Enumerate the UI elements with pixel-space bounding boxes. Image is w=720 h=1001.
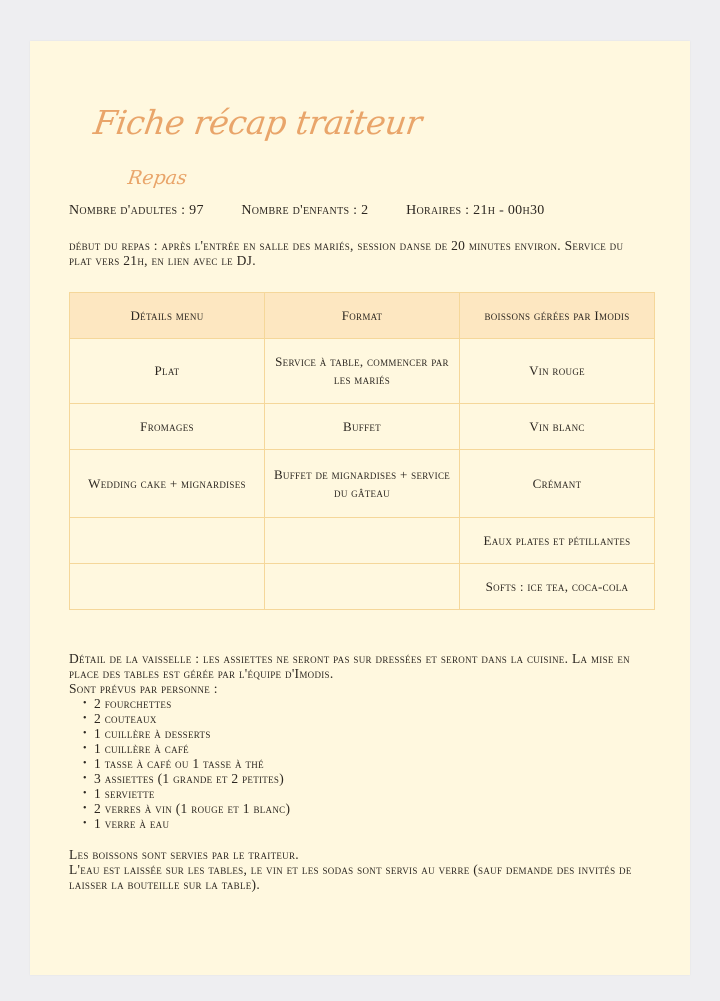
- list-item: • 2 fourchettes: [94, 696, 659, 711]
- table-cell: Wedding cake + mignardises: [70, 450, 265, 518]
- document-page: [30, 41, 690, 975]
- tableware-list: [69, 696, 659, 831]
- table-row: [70, 518, 655, 564]
- drinks-line-1: Les boissons sont servies par le traiteur.: [69, 847, 299, 862]
- table-cell: Buffet de mignardises + service du gâteau: [265, 450, 460, 518]
- table-cell: Fromages: [70, 404, 265, 450]
- table-cell: Vin rouge: [460, 339, 655, 404]
- list-item: • 1 cuillère à desserts: [94, 726, 659, 741]
- table-cell: [70, 518, 265, 564]
- list-item: • 1 cuillère à café: [94, 741, 659, 756]
- table-header-row: [70, 293, 655, 339]
- tableware-intro: Détail de la vaisselle : les assiettes ne seront pas sur dressées et seront dans la cuisine. La mise en place des tables est gérée par l'équipe d'Imodis.: [69, 651, 630, 681]
- table-cell: Buffet: [265, 404, 460, 450]
- list-item: • 1 serviette: [94, 786, 659, 801]
- table-row: [70, 339, 655, 404]
- section-subtitle: Repas: [126, 167, 189, 189]
- table-cell: Eaux plates et pétillantes: [460, 518, 655, 564]
- tableware-section: [69, 651, 659, 831]
- list-item: • 3 assiettes (1 grande et 2 petites): [94, 771, 659, 786]
- adults-count: Nombre d'adultes : 97: [69, 203, 204, 218]
- table-cell: [265, 564, 460, 610]
- list-item: • 1 verre à eau: [94, 816, 659, 831]
- tableware-per-person: Sont prévus par personne :: [69, 681, 218, 696]
- list-item: • 1 tasse à café ou 1 tasse à thé: [94, 756, 659, 771]
- list-item: • 2 couteaux: [94, 711, 659, 726]
- table-cell: Service à table, commencer par les mariés: [265, 339, 460, 404]
- table-cell: [70, 564, 265, 610]
- table-cell: Plat: [70, 339, 265, 404]
- table-row: [70, 404, 655, 450]
- table-header-cell: Détails menu: [70, 293, 265, 339]
- drinks-section: [69, 847, 659, 892]
- drinks-line-2: L'eau est laissée sur les tables, le vin et les sodas sont servis au verre (sauf demande des invités de laisser la bouteille sur la table).: [69, 862, 632, 892]
- list-item: • 2 verres à vin (1 rouge et 1 blanc): [94, 801, 659, 816]
- schedule: Horaires : 21h - 00h30: [406, 203, 545, 218]
- children-count: Nombre d'enfants : 2: [241, 203, 369, 218]
- table-cell: Crémant: [460, 450, 655, 518]
- guest-stats: [69, 203, 545, 219]
- table-row: [70, 564, 655, 610]
- table-row: [70, 450, 655, 518]
- table-cell: [265, 518, 460, 564]
- table-cell: Softs : ice tea, coca-cola: [460, 564, 655, 610]
- document-title: Fiche récap traiteur: [91, 103, 425, 142]
- table-header-cell: boissons gérées par Imodis: [460, 293, 655, 339]
- table-cell: Vin blanc: [460, 404, 655, 450]
- intro-paragraph: début du repas : après l'entrée en salle des mariés, session danse de 20 minutes environ. Service du plat vers 21h, en lien avec le DJ.: [69, 238, 624, 268]
- menu-table: [69, 292, 655, 610]
- table-header-cell: Format: [265, 293, 460, 339]
